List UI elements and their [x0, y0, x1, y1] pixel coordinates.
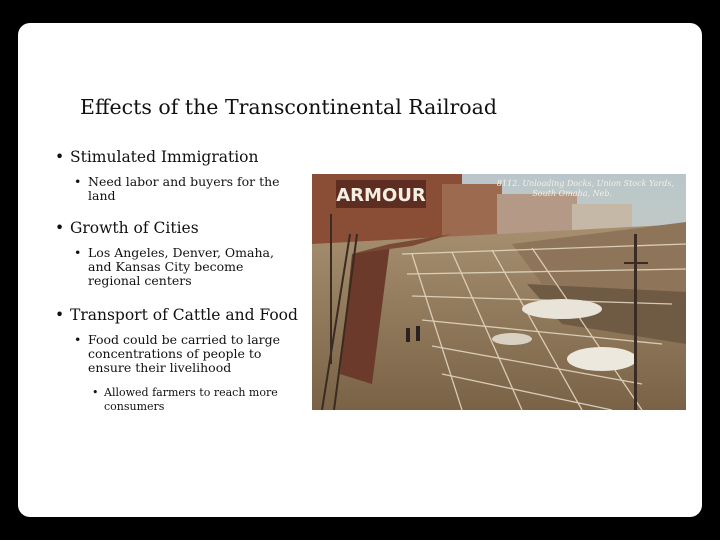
stockyards-photo [312, 174, 686, 410]
bullet-text-line: ensure their livelihood [88, 360, 232, 375]
bullet-text-line: Allowed farmers to reach more [104, 386, 278, 399]
stockyards-illustration [312, 174, 686, 410]
armour-sign: ARMOUR [336, 185, 426, 206]
bullet-text: Stimulated Immigration [70, 148, 259, 166]
bullet-dot: • [55, 306, 65, 324]
bullet-text-line: consumers [104, 400, 165, 413]
bullet-text-line: land [88, 188, 116, 203]
bullet-text-line: and Kansas City become [88, 259, 244, 274]
bullet-dot: • [55, 148, 65, 166]
bullet-text-line: concentrations of people to [88, 346, 262, 361]
slide-title: Effects of the Transcontinental Railroad [80, 95, 497, 119]
bullet-dot: • [92, 386, 99, 399]
bullet-text-line: Food could be carried to large [88, 332, 281, 347]
bullet-text-line: Need labor and buyers for the [88, 174, 280, 189]
bullet-dot: • [74, 174, 82, 189]
bullet-dot: • [74, 332, 82, 347]
photo-caption-line: South Omaha, Neb. [532, 189, 612, 198]
bullet-text-line: regional centers [88, 273, 192, 288]
slide [18, 23, 702, 517]
photo-caption-line: 8112. Unloading Docks, Union Stock Yards, [496, 179, 674, 188]
bullet-text-line: Los Angeles, Denver, Omaha, [88, 245, 274, 260]
bullet-dot: • [74, 245, 82, 260]
bullet-text: Growth of Cities [70, 219, 199, 237]
bullet-dot: • [55, 219, 65, 237]
bullet-text: Transport of Cattle and Food [70, 306, 298, 324]
